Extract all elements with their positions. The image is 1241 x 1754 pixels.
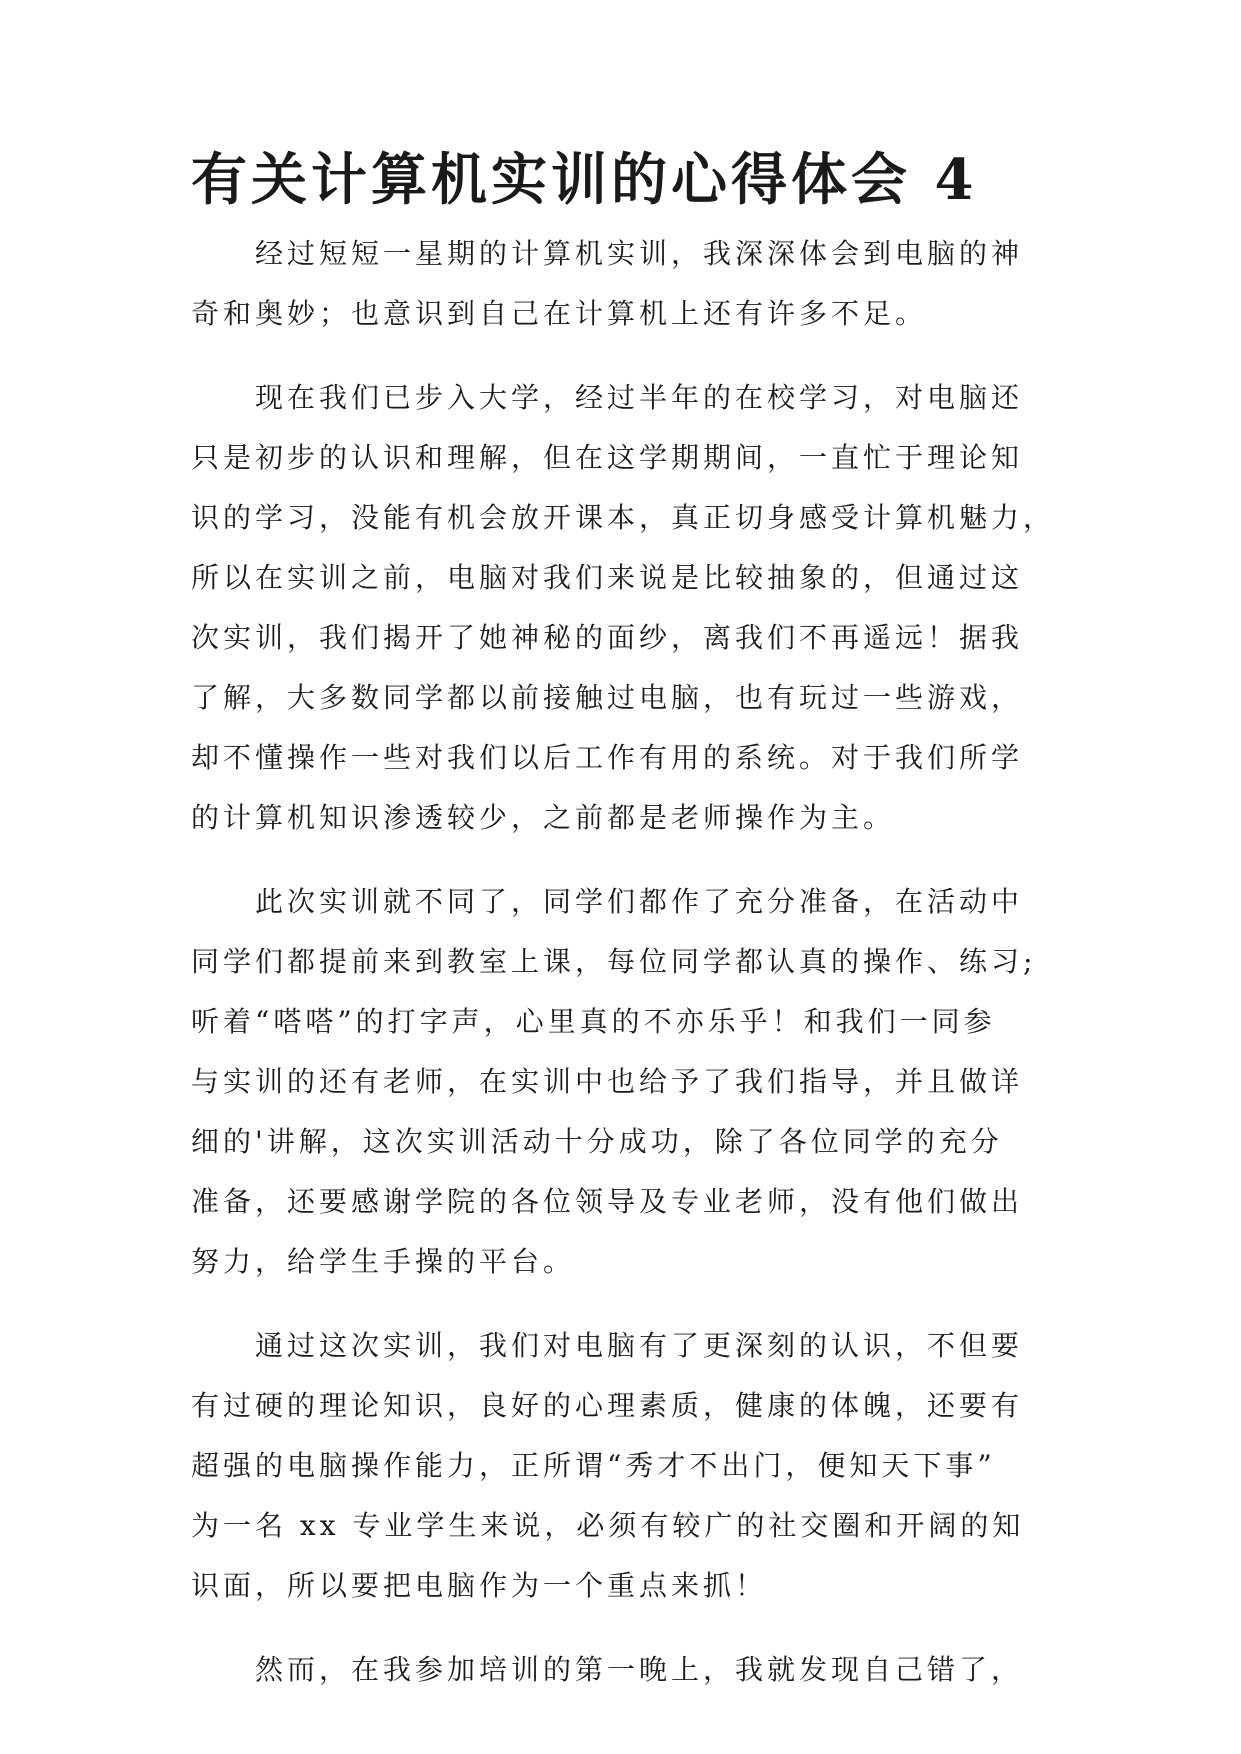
paragraph-line: 为一名 xx 专业学生来说，必须有较广的社交圈和开阔的知 <box>191 1509 1025 1542</box>
paragraph-line: 只是初步的认识和理解，但在这学期期间，一直忙于理论知 <box>191 441 1024 474</box>
paragraph-line: 了解，大多数同学都以前接触过电脑，也有玩过一些游戏， <box>191 681 1024 714</box>
document-title: 有关计算机实训的心得体会 4 <box>191 147 978 213</box>
paragraph-line: 通过这次实训，我们对电脑有了更深刻的认识，不但要 <box>255 1329 1024 1362</box>
paragraph-2 <box>191 368 1071 848</box>
paragraph-line: 次实训，我们揭开了她神秘的面纱，离我们不再遥远！据我 <box>191 621 1024 654</box>
paragraph-line: 细的'讲解，这次实训活动十分成功，除了各位同学的充分 <box>191 1125 1003 1158</box>
paragraph-line: 努力，给学生手操的平台。 <box>191 1245 576 1278</box>
paragraph-line: 然而，在我参加培训的第一晚上，我就发现自己错了， <box>255 1653 1024 1686</box>
paragraph-5 <box>191 1640 1071 1700</box>
paragraph-line: 同学们都提前来到教室上课，每位同学都认真的操作、练习; <box>191 945 1037 978</box>
paragraph-line: 所以在实训之前，电脑对我们来说是比较抽象的，但通过这 <box>191 561 1024 594</box>
paragraph-line: 准备，还要感谢学院的各位领导及专业老师，没有他们做出 <box>191 1185 1024 1218</box>
paragraph-line: 的计算机知识渗透较少，之前都是老师操作为主。 <box>191 801 896 834</box>
paragraph-1 <box>191 224 1071 344</box>
paragraph-line: 却不懂操作一些对我们以后工作有用的系统。对于我们所学 <box>191 741 1024 774</box>
paragraph-3 <box>191 872 1071 1292</box>
paragraph-line: 识面，所以要把电脑作为一个重点来抓！ <box>191 1569 768 1602</box>
paragraph-line: 现在我们已步入大学，经过半年的在校学习，对电脑还 <box>255 381 1024 414</box>
paragraph-line: 奇和奥妙；也意识到自己在计算机上还有许多不足。 <box>191 297 928 330</box>
paragraph-4 <box>191 1316 1071 1616</box>
paragraph-line: 听着“嗒嗒”的打字声，心里真的不亦乐乎！和我们一同参 <box>191 1005 996 1038</box>
paragraph-line: 识的学习，没能有机会放开课本，真正切身感受计算机魅力， <box>191 501 1056 534</box>
paragraph-line: 经过短短一星期的计算机实训，我深深体会到电脑的神 <box>255 237 1024 270</box>
paragraph-line: 此次实训就不同了，同学们都作了充分准备，在活动中 <box>255 885 1024 918</box>
paragraph-line: 超强的电脑操作能力，正所谓“秀才不出门，便知天下事” <box>191 1449 996 1482</box>
document-body <box>191 147 1071 1700</box>
paragraph-line: 与实训的还有老师，在实训中也给予了我们指导，并且做详 <box>191 1065 1024 1098</box>
paragraph-line: 有过硬的理论知识，良好的心理素质，健康的体魄，还要有 <box>191 1389 1024 1422</box>
